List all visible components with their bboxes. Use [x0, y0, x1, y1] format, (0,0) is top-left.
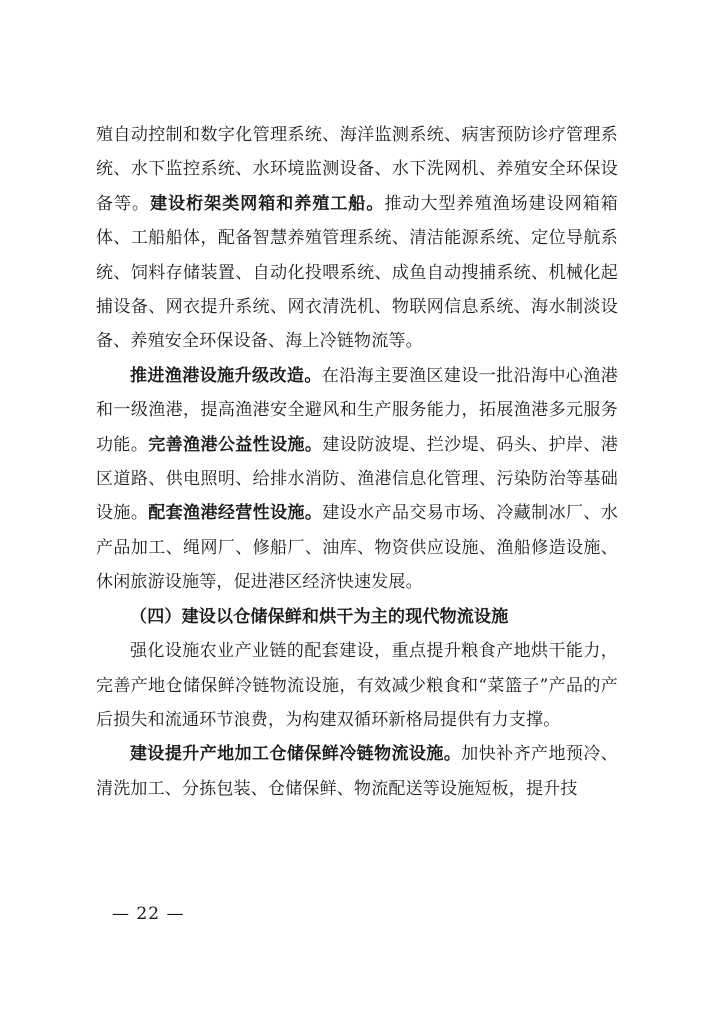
text-segment: 殖自动控制和数字化管理系统、海洋监测系统、病害预防诊疗管理系统、水下监控系统、水环境监测设备、水下洗网机、养殖安全环保设备等。 [96, 125, 618, 214]
paragraph-aquaculture-equipment [96, 118, 618, 359]
paragraph-cold-chain [96, 737, 618, 806]
page-number: — 22 — [112, 904, 185, 924]
text-segment: 强化设施农业产业链的配套建设，重点提升粮食产地烘干能力，完善产地仓储保鲜冷链物流设施，有效减少粮食和“菜篮子”产品的产后损失和流通环节浪费，为构建双循环新格局提供有力支撑。 [96, 641, 618, 730]
bold-keyword: 完善渔港公益性设施。 [148, 434, 323, 455]
bold-keyword: 建设桁架类网箱和养殖工船。 [150, 193, 385, 214]
paragraph-supply-chain [96, 634, 618, 737]
bold-keyword: 建设提升产地加工仓储保鲜冷链物流设施。 [130, 744, 462, 765]
section-heading-logistics: （四）建设以仓储保鲜和烘干为主的现代物流设施 [130, 606, 509, 627]
bold-keyword: 推进渔港设施升级改造。 [130, 365, 322, 386]
document-body [96, 118, 618, 806]
text-segment: 在沿海主要渔区建设一批沿海中心渔港和一级渔港，提高渔港安全避风和生产服务能力，拓展渔港多元服务功能。 [96, 365, 618, 455]
text-segment: 建设水产品交易市场、冷藏制冰厂、水产品加工、绳网厂、修船厂、油库、物资供应设施、渔船修造设施、休闲旅游设施等，促进港区经济快速发展。 [96, 503, 619, 593]
text-segment: 建设防波堤、拦沙堤、码头、护岸、港区道路、供电照明、给排水消防、渔港信息化管理、污染防治等基础设施。 [96, 434, 619, 524]
text-segment: 加快补齐产地预冷、清洗加工、分拣包装、仓储保鲜、物流配送等设施短板，提升技 [96, 744, 618, 799]
bold-keyword: 配套渔港经营性设施。 [148, 503, 323, 524]
text-segment: 推动大型养殖渔场建设网箱箱体、工船船体，配备智慧养殖管理系统、清洁能源系统、定位导航系统、饲料存储装置、自动化投喂系统、成鱼自动搜捕系统、机械化起捕设备、网衣提升系统、网衣清洗机、物联网信息系统、海水制淡设备、养殖安全环保设备、海上冷链物流等。 [96, 193, 618, 352]
paragraph-fishing-port-upgrade [96, 359, 618, 600]
